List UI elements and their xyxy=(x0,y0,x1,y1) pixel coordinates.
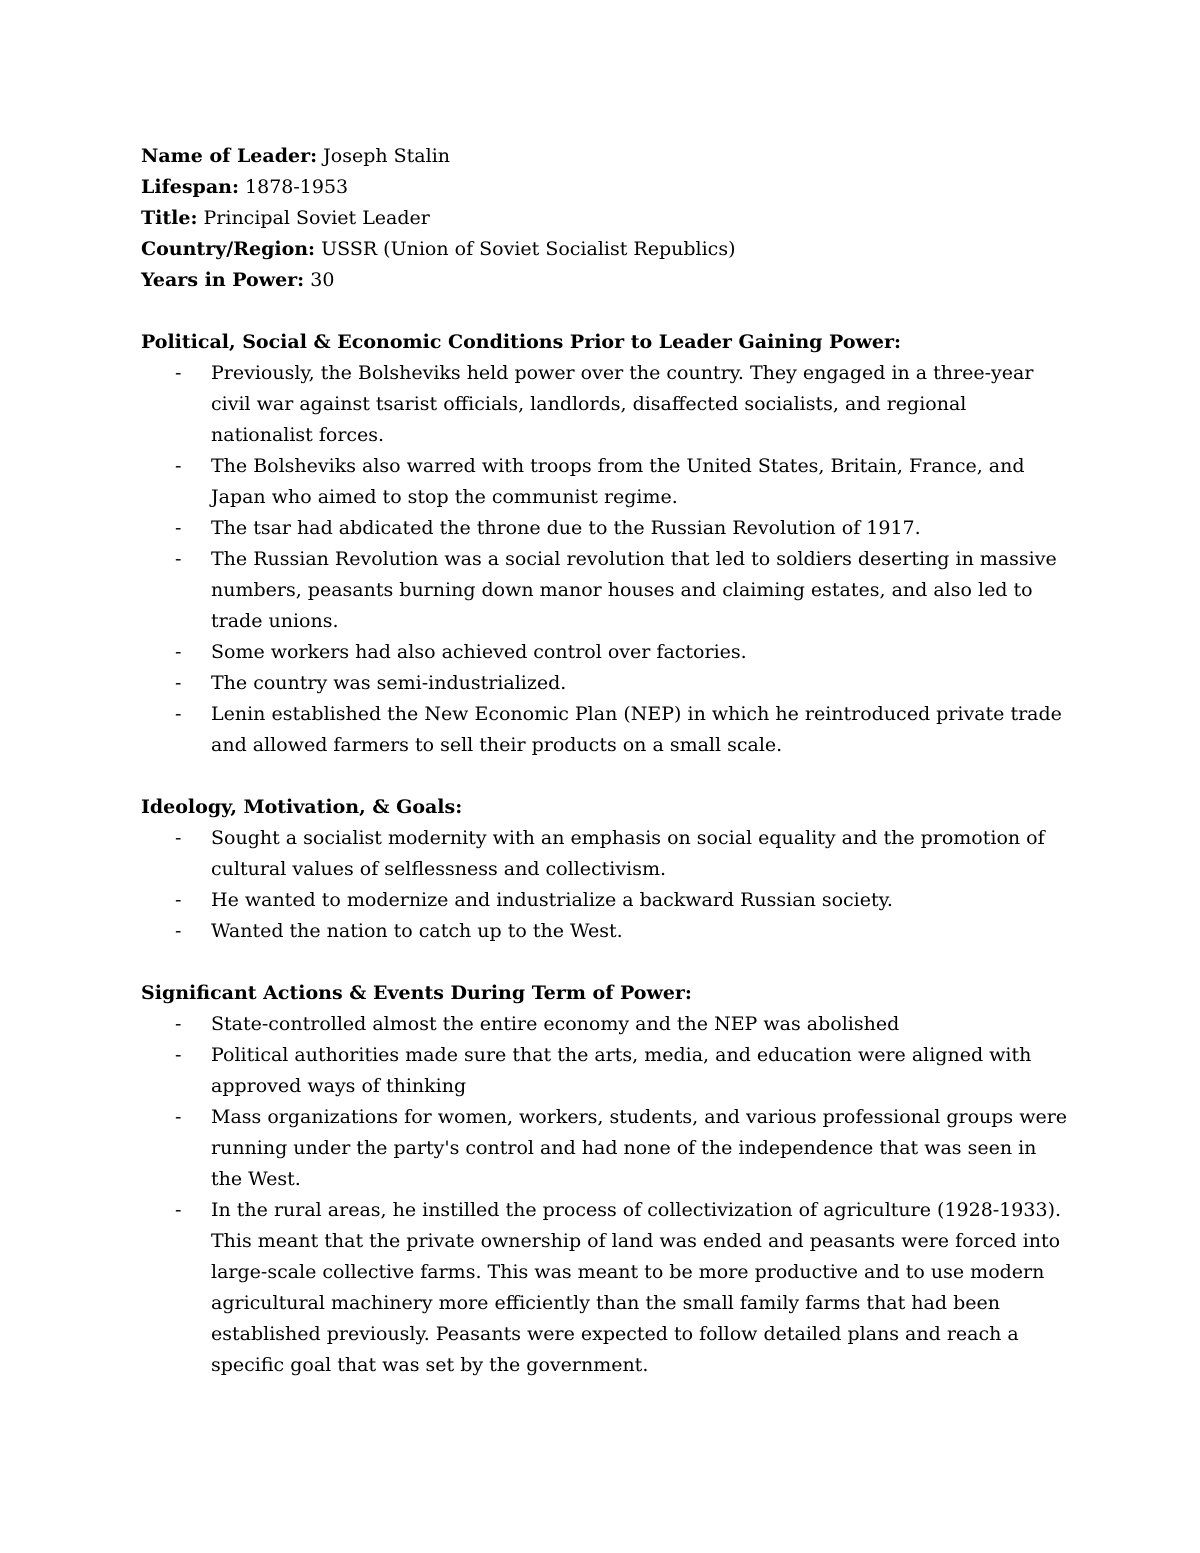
bullet-text: State-controlled almost the entire economy and the NEP was abolished xyxy=(211,1013,900,1035)
bullet-dash: - xyxy=(175,548,182,570)
bullet-list xyxy=(141,358,1071,761)
section-heading: Ideology, Motivation, & Goals: xyxy=(141,796,463,818)
bullet-dash: - xyxy=(175,703,182,725)
field-label: Name of Leader: xyxy=(141,145,318,167)
leader-info xyxy=(141,141,1071,296)
bullet-dash: - xyxy=(175,1013,182,1035)
list-item xyxy=(141,544,1071,637)
field-country-region xyxy=(141,234,1071,265)
list-item xyxy=(141,637,1071,668)
bullet-text: Sought a socialist modernity with an emphasis on social equality and the promotion of cultural values of selflessness and collectivism. xyxy=(211,827,1045,880)
field-lifespan xyxy=(141,172,1071,203)
bullet-dash: - xyxy=(175,672,182,694)
bullet-text: Some workers had also achieved control over factories. xyxy=(211,641,747,663)
field-value: Principal Soviet Leader xyxy=(203,207,430,229)
bullet-text: Wanted the nation to catch up to the West. xyxy=(211,920,623,942)
field-years-in-power xyxy=(141,265,1071,296)
section-heading: Significant Actions & Events During Term of Power: xyxy=(141,982,692,1004)
section-conditions-prior xyxy=(141,327,1071,761)
list-item xyxy=(141,916,1071,947)
section-significant-actions xyxy=(141,978,1071,1381)
bullet-list xyxy=(141,1009,1071,1381)
bullet-text: In the rural areas, he instilled the process of collectivization of agriculture (1928-1933). This meant that the private ownership of land was ended and peasants were forced into large-scale collective farms. This was meant to be more productive and to use modern agricultural machinery more efficiently than the small family farms that had been established previously. Peasants were expected to follow detailed plans and reach a specific goal that was set by the government. xyxy=(211,1199,1062,1376)
list-item xyxy=(141,1040,1071,1102)
field-value: 1878-1953 xyxy=(245,176,349,198)
field-value: Joseph Stalin xyxy=(323,145,451,167)
bullet-dash: - xyxy=(175,362,182,384)
field-value: 30 xyxy=(310,269,335,291)
list-item xyxy=(141,358,1071,451)
bullet-text: The tsar had abdicated the throne due to the Russian Revolution of 1917. xyxy=(211,517,921,539)
bullet-text: Mass organizations for women, workers, students, and various professional groups were running under the party's control and had none of the independence that was seen in the West. xyxy=(211,1106,1068,1190)
bullet-text: The Russian Revolution was a social revolution that led to soldiers deserting in massive numbers, peasants burning down manor houses and claiming estates, and also led to trade unions. xyxy=(211,548,1057,632)
bullet-list xyxy=(141,823,1071,947)
bullet-dash: - xyxy=(175,827,182,849)
document-body xyxy=(141,141,1071,1381)
bullet-text: The country was semi-industrialized. xyxy=(211,672,567,694)
field-name-of-leader xyxy=(141,141,1071,172)
section-ideology-goals xyxy=(141,792,1071,947)
bullet-dash: - xyxy=(175,889,182,911)
list-item xyxy=(141,823,1071,885)
bullet-dash: - xyxy=(175,1199,182,1221)
bullet-dash: - xyxy=(175,920,182,942)
field-label: Country/Region: xyxy=(141,238,316,260)
list-item xyxy=(141,885,1071,916)
field-title xyxy=(141,203,1071,234)
list-item xyxy=(141,1195,1071,1381)
list-item xyxy=(141,699,1071,761)
bullet-text: The Bolsheviks also warred with troops from the United States, Britain, France, and Japan who aimed to stop the communist regime. xyxy=(211,455,1025,508)
list-item xyxy=(141,1102,1071,1195)
section-heading: Political, Social & Economic Conditions Prior to Leader Gaining Power: xyxy=(141,331,901,353)
spacer xyxy=(141,947,1071,978)
bullet-text: He wanted to modernize and industrialize a backward Russian society. xyxy=(211,889,893,911)
list-item xyxy=(141,1009,1071,1040)
spacer xyxy=(141,761,1071,792)
bullet-text: Lenin established the New Economic Plan (NEP) in which he reintroduced private trade and allowed farmers to sell their products on a small scale. xyxy=(211,703,1062,756)
bullet-dash: - xyxy=(175,517,182,539)
list-item xyxy=(141,668,1071,699)
field-label: Years in Power: xyxy=(141,269,305,291)
bullet-dash: - xyxy=(175,455,182,477)
bullet-dash: - xyxy=(175,1044,182,1066)
bullet-dash: - xyxy=(175,1106,182,1128)
field-label: Lifespan: xyxy=(141,176,239,198)
bullet-text: Political authorities made sure that the arts, media, and education were aligned with approved ways of thinking xyxy=(211,1044,1032,1097)
field-value: USSR (Union of Soviet Socialist Republics) xyxy=(321,238,736,260)
spacer xyxy=(141,296,1071,327)
list-item xyxy=(141,451,1071,513)
bullet-dash: - xyxy=(175,641,182,663)
list-item xyxy=(141,513,1071,544)
field-label: Title: xyxy=(141,207,198,229)
bullet-text: Previously, the Bolsheviks held power over the country. They engaged in a three-year civil war against tsarist officials, landlords, disaffected socialists, and regional nationalist forces. xyxy=(211,362,1034,446)
